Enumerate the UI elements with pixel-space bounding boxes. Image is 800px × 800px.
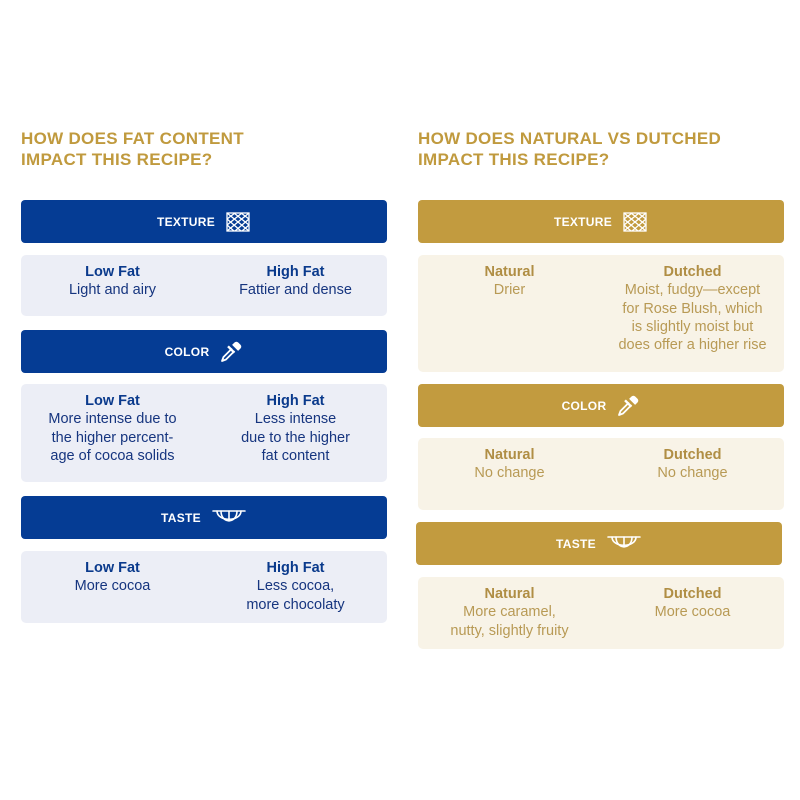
natural-vs-dutched-heading: HOW DOES NATURAL VS DUTCHED IMPACT THIS RECIPE? [418, 129, 722, 169]
natural-cell: Natural More caramel, nutty, slightly fruity [450, 586, 569, 639]
low-fat-cell: Low Fat Light and airy [68, 264, 157, 299]
texture-bar [418, 200, 784, 243]
dutched-cell: Dutched More cocoa [654, 586, 731, 621]
natural-cell: Natural No change [474, 447, 545, 482]
color-label: COLOR [561, 398, 607, 413]
color-bar [21, 330, 387, 373]
color-label: COLOR [164, 344, 210, 359]
taste-panel [21, 551, 387, 623]
texture-panel [21, 255, 387, 316]
texture-label: TEXTURE [156, 214, 216, 229]
taste-bowl-icon [211, 508, 247, 528]
taste-panel [418, 577, 784, 649]
texture-panel [418, 255, 784, 372]
taste-bar [416, 522, 782, 565]
color-panel [418, 438, 784, 510]
dropper-icon [616, 394, 640, 418]
fat-content-heading: HOW DOES FAT CONTENT IMPACT THIS RECIPE? [21, 129, 244, 169]
taste-label: TASTE [161, 510, 201, 525]
grid-mesh-icon [622, 211, 648, 233]
high-fat-cell: High Fat Less intense due to the higher fat content [241, 393, 350, 464]
natural-cell: Natural Drier [484, 264, 535, 299]
dutched-cell: Dutched Moist, fudgy—except for Rose Blush, which is slightly moist but does offer a higher rise [618, 264, 767, 354]
high-fat-cell: High Fat Less cocoa, more chocolaty [246, 560, 345, 613]
texture-label: TEXTURE [553, 214, 613, 229]
low-fat-cell: Low Fat More intense due to the higher percent- age of cocoa solids [48, 393, 177, 464]
grid-mesh-icon [225, 211, 251, 233]
taste-label: TASTE [556, 536, 596, 551]
high-fat-cell: High Fat Fattier and dense [239, 264, 352, 299]
texture-bar [21, 200, 387, 243]
taste-bowl-icon [606, 534, 642, 554]
taste-bar [21, 496, 387, 539]
color-bar [418, 384, 784, 427]
low-fat-cell: Low Fat More cocoa [74, 560, 151, 595]
dutched-cell: Dutched No change [657, 447, 728, 482]
dropper-icon [219, 340, 243, 364]
color-panel [21, 384, 387, 482]
